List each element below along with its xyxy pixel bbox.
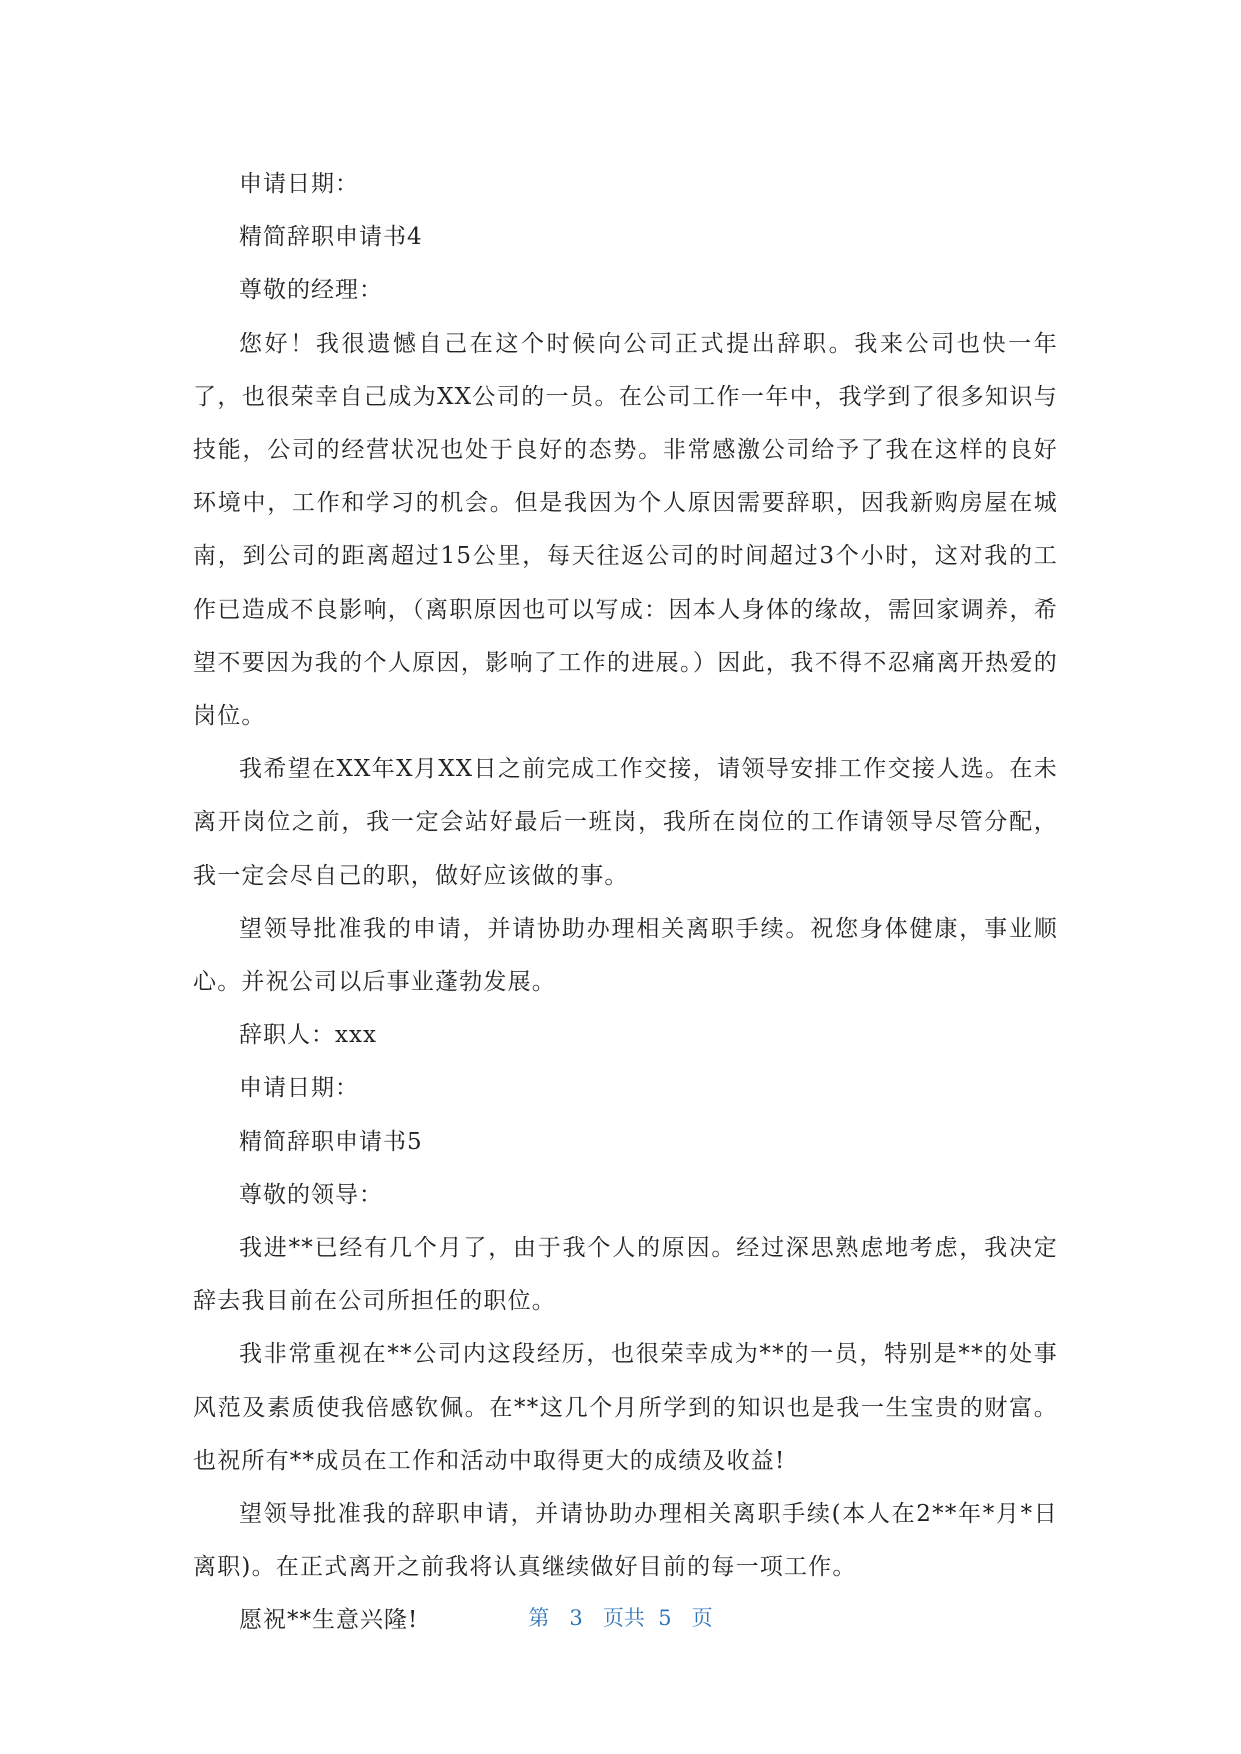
salutation-leader: 尊敬的领导：	[239, 1181, 383, 1208]
document-body	[193, 158, 1058, 1648]
closing-wish: 愿祝**生意兴隆!	[239, 1607, 419, 1634]
body-paragraph-request: 望领导批准我的辞职申请，并请协助办理相关离职手续(本人在2**年*月*日离职)。在正式离开之前我将认真继续做好目前的每一项工作。	[193, 1501, 1058, 1581]
footer-suffix: 页	[691, 1606, 713, 1630]
application-date-line-2: 申请日期：	[239, 1075, 359, 1102]
resigner-line: 辞职人：xxx	[239, 1022, 377, 1049]
body-paragraph-experience: 我非常重视在**公司内这段经历，也很荣幸成为**的一员，特别是**的处事风范及素质使我倍感钦佩。在**这几个月所学到的知识也是我一生宝贵的财富。也祝所有**成员在工作和活动中取得更大的成绩及收益!	[193, 1341, 1058, 1474]
salutation-manager: 尊敬的经理：	[239, 277, 383, 304]
body-paragraph-handover: 我希望在XX年X月XX日之前完成工作交接，请领导安排工作交接人选。在未离开岗位之前，我一定会站好最后一班岗，我所在岗位的工作请领导尽管分配，我一定会尽自己的职，做好应该做的事。	[193, 756, 1058, 889]
body-paragraph-decision: 我进**已经有几个月了，由于我个人的原因。经过深思熟虑地考虑，我决定辞去我目前在公司所担任的职位。	[193, 1235, 1058, 1315]
body-paragraph-reason: 您好！我很遗憾自己在这个时候向公司正式提出辞职。我来公司也快一年了，也很荣幸自己成为XX公司的一员。在公司工作一年中，我学到了很多知识与技能，公司的经营状况也处于良好的态势。非常感激公司给予了我在这样的良好环境中，工作和学习的机会。但是我因为个人原因需要辞职，因我新购房屋在城南，到公司的距离超过15公里，每天往返公司的时间超过3个小时，这对我的工作已造成不良影响，（离职原因也可以写成：因本人身体的缘故，需回家调养，希望不要因为我的个人原因，影响了工作的进展。）因此，我不得不忍痛离开热爱的岗位。	[193, 330, 1058, 730]
footer-middle: 页共	[602, 1606, 645, 1630]
section-title-5: 精简辞职申请书5	[239, 1128, 423, 1155]
body-paragraph-approval: 望领导批准我的申请，并请协助办理相关离职手续。祝您身体健康，事业顺心。并祝公司以后事业蓬勃发展。	[193, 915, 1058, 996]
footer-current-page: 3	[569, 1606, 583, 1630]
application-date-line: 申请日期：	[239, 171, 359, 197]
footer-total-pages: 5	[658, 1606, 672, 1630]
footer-prefix: 第	[528, 1606, 550, 1630]
page-footer	[0, 1602, 1241, 1632]
section-title-4: 精简辞职申请书4	[239, 224, 423, 251]
